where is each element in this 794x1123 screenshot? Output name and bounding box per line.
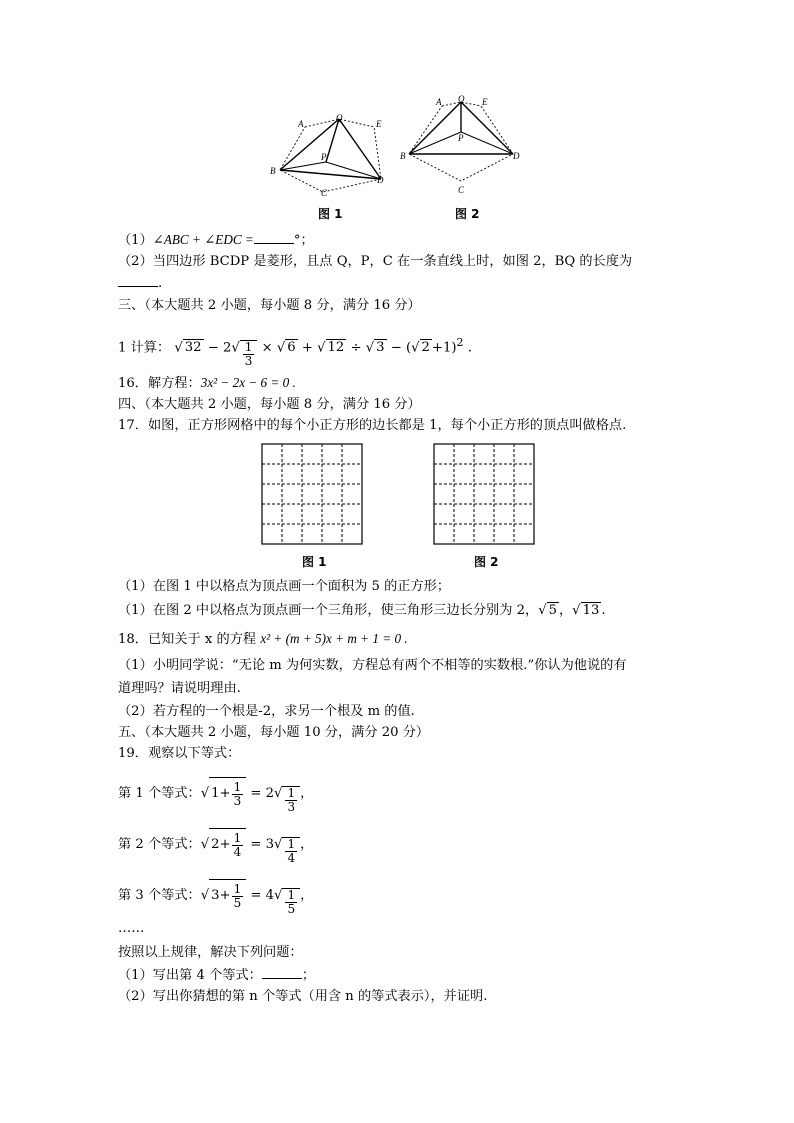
q17-sqrt5: 5 bbox=[548, 603, 557, 618]
q19-eq1-num: 1 bbox=[233, 779, 242, 794]
q19-eq2-label: 第 2 个等式： bbox=[118, 837, 201, 852]
answer-blank[interactable] bbox=[254, 231, 294, 244]
q15-label: 1 计算： bbox=[118, 340, 171, 356]
q19-rule: 按照以上规律，解决下列问题： bbox=[118, 945, 303, 960]
q14-part2: （2）当四边形 BCDP 是菱形，且点 Q，P，C 在一条直线上时，如图 2，BQ 的长度为 bbox=[118, 254, 633, 269]
q19-eq3-label: 第 3 个等式： bbox=[118, 888, 201, 903]
fig2-label-q: Q bbox=[458, 94, 465, 104]
q19-eq3-den: 5 bbox=[233, 895, 242, 910]
q14-part2-end: . bbox=[158, 276, 163, 291]
q19-part2: （2）写出你猜想的第 n 个等式（用含 n 的等式表示），并证明. bbox=[118, 989, 488, 1004]
q15-coef: 2 bbox=[222, 340, 232, 356]
q14-part2-line2 bbox=[118, 274, 162, 293]
fig1-label-d: D bbox=[377, 175, 384, 185]
q15-frac-den: 3 bbox=[244, 354, 253, 369]
q15-frac-num: 1 bbox=[244, 340, 253, 355]
section-3-heading: 三、（本大题共 2 小题，每小题 8 分，满分 16 分） bbox=[118, 298, 421, 313]
q15-sqrt3: 3 bbox=[376, 340, 385, 356]
q19-part1-end: ； bbox=[301, 968, 316, 983]
fig2-label-d: D bbox=[513, 151, 520, 161]
q19-eq2-den2: 4 bbox=[287, 851, 296, 865]
q15-sqrt32: 32 bbox=[184, 340, 202, 356]
q15-sqrt2: 2 bbox=[421, 340, 430, 356]
q19-part1 bbox=[118, 966, 315, 985]
answer-blank[interactable] bbox=[262, 966, 302, 979]
q14-part1-prefix: （1） bbox=[118, 233, 153, 248]
quadrilateral-figures bbox=[265, 92, 535, 227]
q19-eq2-num2: 1 bbox=[287, 837, 296, 851]
q19-eq-1: 第 1 个等式：√ 1 + $\frac{1}{3}$ = 2√ $\frac{1}{3}$ ， bbox=[118, 777, 313, 814]
q16-equation: 3x² − 2x − 6 = 0 . bbox=[200, 375, 296, 390]
q14-part1-expr: ∠ABC + ∠EDC = bbox=[152, 232, 254, 247]
q18-part1-line1: （1）小明同学说：“无论 m 为何实数，方程总有两个不相等的实数根.”你认为他说的有 bbox=[118, 658, 627, 673]
q17-part2: （1）在图 2 中以格点为顶点画一个三角形，使三角形三边长分别为 2，√ 5 ，√ 13 . bbox=[118, 603, 606, 618]
fig1-label-e: E bbox=[376, 119, 382, 129]
q18-part2: （2）若方程的一个根是-2，求另一个根及 m 的值. bbox=[118, 704, 415, 719]
q15: 1 计算： √ 32 − 2√ $\frac{1}{3}$ × √ 6 + √ 12 ÷ √ 3 − (√ 2 +1)$^2$ . bbox=[118, 336, 472, 369]
q14-part1-suffix: °； bbox=[293, 233, 314, 248]
q15-sqrt12: 12 bbox=[327, 340, 345, 356]
fig2-label-c: C bbox=[458, 185, 465, 195]
q19-eq-2: 第 2 个等式：√ 2 + $\frac{1}{4}$ = 3√ $\frac{1}{4}$ ， bbox=[118, 828, 313, 865]
grid1-caption: 图 1 bbox=[302, 555, 327, 569]
q17-part2-prefix: （1）在图 2 中以格点为顶点画一个三角形，使三角形三边长分别为 2， bbox=[118, 603, 539, 618]
fig2-label-e: E bbox=[482, 97, 488, 107]
grid-2 bbox=[434, 444, 534, 544]
q19-eq1-den2: 3 bbox=[287, 800, 296, 814]
q18-equation: x² + (m + 5)x + m + 1 = 0 . bbox=[260, 631, 408, 646]
figure-1 bbox=[280, 119, 381, 192]
fig1-label-c: C bbox=[321, 188, 328, 198]
q19-eq2-num: 1 bbox=[233, 830, 242, 845]
q15-frac-radical bbox=[240, 340, 258, 368]
q18-part1-line2: 道理吗？请说明理由. bbox=[118, 681, 241, 696]
q14-part1 bbox=[118, 231, 314, 250]
q19-eq2-k: 3 bbox=[265, 837, 275, 852]
q19-dots: …… bbox=[118, 921, 145, 936]
q19-part1-text: （1）写出第 4 个等式： bbox=[118, 968, 262, 983]
fig1-caption: 图 1 bbox=[318, 207, 343, 221]
q19-eq3-num2: 1 bbox=[287, 888, 296, 902]
fig1-label-b: B bbox=[270, 166, 276, 176]
q18-stem-prefix: 18．已知关于 x 的方程 bbox=[118, 632, 257, 647]
q17-sqrt13: 13 bbox=[582, 603, 600, 618]
q16 bbox=[118, 374, 296, 393]
q19-eq-3: 第 3 个等式：√ 3 + $\frac{1}{5}$ = 4√ $\frac{1}{5}$ ， bbox=[118, 879, 313, 916]
section-4-heading: 四、（本大题共 2 小题，每小题 8 分，满分 16 分） bbox=[118, 397, 421, 412]
q19-stem: 19．观察以下等式： bbox=[118, 746, 241, 761]
section-5-heading: 五、（本大题共 2 小题，每小题 10 分，满分 20 分） bbox=[118, 725, 430, 740]
q17-part1: （1）在图 1 中以格点为顶点画一个面积为 5 的正方形； bbox=[118, 579, 451, 594]
q17-stem: 17．如图，正方形网格中的每个小正方形的边长都是 1，每个小正方形的顶点叫做格点. bbox=[118, 418, 627, 433]
q16-label: 16．解方程： bbox=[118, 376, 201, 391]
fig2-label-a: A bbox=[436, 97, 442, 107]
q19-eq3-den2: 5 bbox=[287, 902, 296, 916]
q19-eq1-num2: 1 bbox=[287, 786, 296, 800]
q19-eq2-a: 2 bbox=[211, 837, 220, 852]
fig1-label-p: P bbox=[321, 152, 327, 162]
q15-tail: . bbox=[467, 340, 472, 356]
q15-sqrt6: 6 bbox=[287, 340, 296, 356]
q19-eq3-a: 3 bbox=[211, 888, 220, 903]
q19-eq3-k: 4 bbox=[265, 888, 275, 903]
q19-eq1-a: 1 bbox=[211, 786, 220, 801]
fig2-label-b: B bbox=[400, 151, 406, 161]
q18-stem bbox=[118, 630, 408, 649]
q19-eq1-den: 3 bbox=[233, 793, 242, 808]
grid-1 bbox=[262, 444, 362, 544]
q19-eq3-num: 1 bbox=[233, 881, 242, 896]
fig1-label-q: Q bbox=[336, 113, 343, 123]
fig2-label-p: P bbox=[458, 133, 464, 143]
fig2-caption: 图 2 bbox=[455, 207, 480, 221]
grid-figures bbox=[258, 440, 538, 552]
q19-eq2-den: 4 bbox=[233, 844, 242, 859]
q19-eq1-k: 2 bbox=[265, 786, 275, 801]
grid2-caption: 图 2 bbox=[474, 555, 499, 569]
fig1-label-a: A bbox=[298, 119, 304, 129]
q19-eq1-label: 第 1 个等式： bbox=[118, 786, 201, 801]
answer-blank[interactable] bbox=[118, 274, 158, 287]
